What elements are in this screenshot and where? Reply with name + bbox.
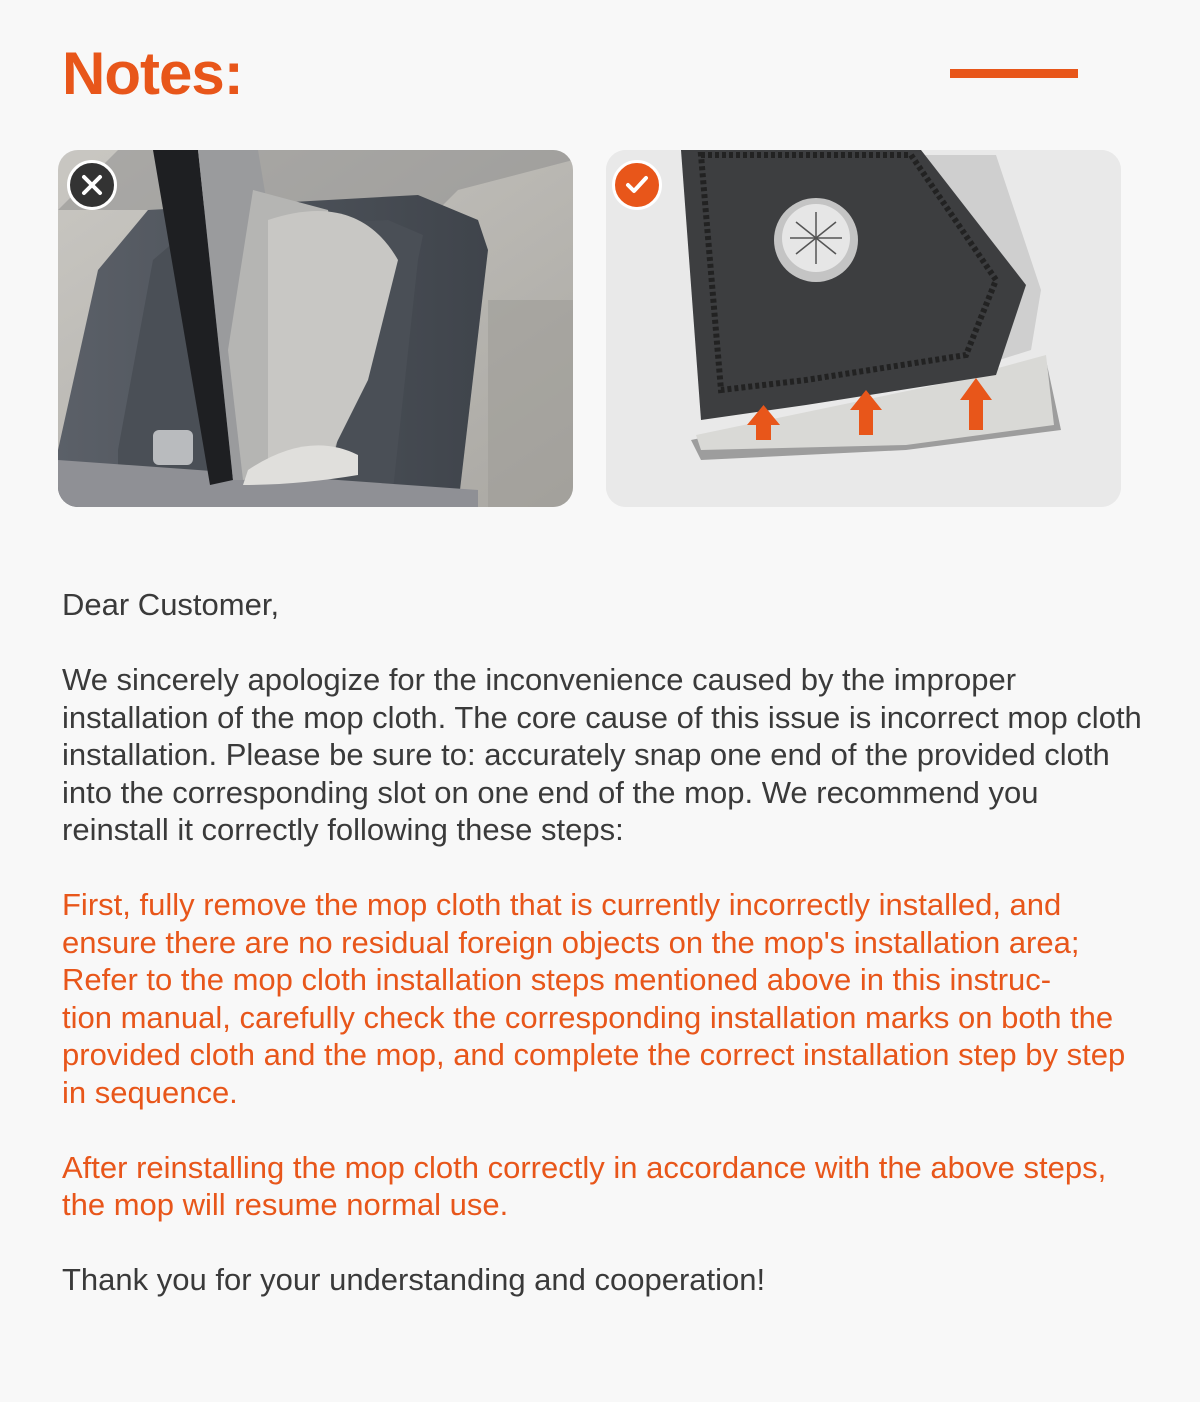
paragraph-spacer <box>62 1111 1142 1149</box>
checkmark-icon <box>623 171 651 199</box>
incorrect-badge <box>67 160 117 210</box>
step-two-instruction-continued: tion manual, carefully check the corresponding installation marks on both the provided cloth and the mop, and complete the correct installation step by step in sequence. <box>62 999 1126 1110</box>
incorrect-installation-illustration <box>58 150 573 507</box>
incorrect-installation-photo <box>58 150 573 507</box>
paragraph-spacer <box>62 1224 1142 1262</box>
step-one-instruction: First, fully remove the mop cloth that is currently incorrectly installed, and ensure there are no residual foreign objects on the mop's installation area; <box>62 887 1080 960</box>
step-two-instruction-line1: Refer to the mop cloth installation steps mentioned above in this instruc- <box>62 962 1052 997</box>
customer-letter <box>62 586 1142 1299</box>
letter-intro-paragraph: We sincerely apologize for the inconvenience caused by the improper installation of the mop cloth. The core cause of this issue is incorrect mop cloth installation. Please be sure to: accurately snap one end of the provided cloth into the corresponding slot on one end of the mop. We recommend you reinstall it correctly following these steps: <box>62 662 1142 847</box>
result-paragraph: After reinstalling the mop cloth correctly in accordance with the above steps, the mop will resume normal use. <box>62 1149 1107 1222</box>
x-icon <box>78 171 106 199</box>
letter-greeting: Dear Customer, <box>62 587 280 622</box>
page-title: Notes: <box>62 40 243 107</box>
letter-closing: Thank you for your understanding and cooperation! <box>62 1262 766 1297</box>
correct-badge <box>612 160 662 210</box>
correct-installation-illustration <box>606 150 1121 507</box>
title-accent-bar <box>950 69 1078 78</box>
correct-installation-photo <box>606 150 1121 507</box>
paragraph-spacer <box>62 624 1142 662</box>
paragraph-spacer <box>62 849 1142 887</box>
